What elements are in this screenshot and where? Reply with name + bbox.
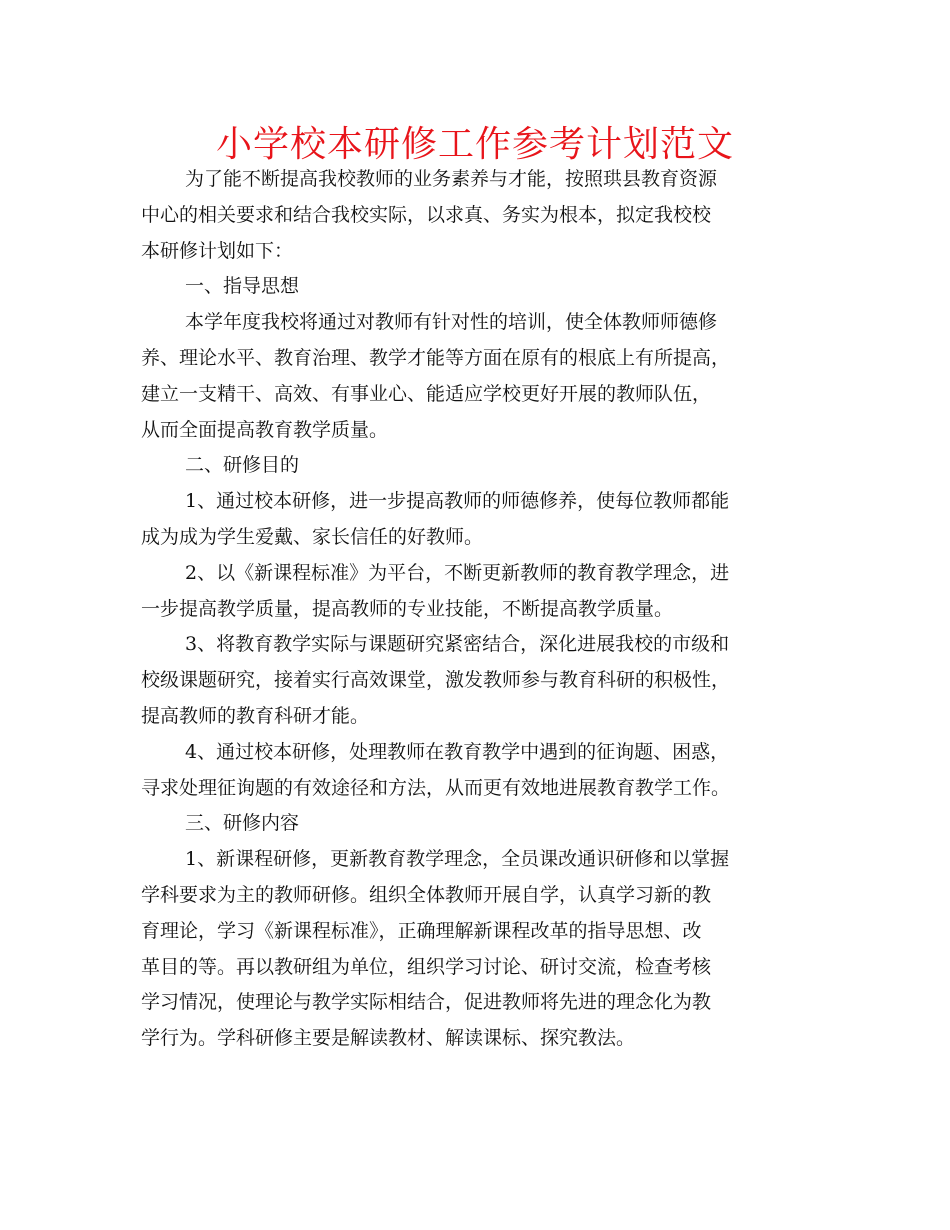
text-line: 校级课题研究，接着实行高效课堂，激发教师参与教育科研的积极性， xyxy=(141,669,731,692)
section-heading-content xyxy=(141,806,821,842)
section-heading-guiding-thought xyxy=(141,269,821,305)
section-heading: 一、指导思想 xyxy=(185,275,300,298)
text-line: 1、新课程研修，更新教育教学理念，全员课改通识研修和以掌握 xyxy=(185,848,730,871)
intro-paragraph xyxy=(141,162,821,269)
text-line: 成为成为学生爱戴、家长信任的好教师。 xyxy=(141,525,484,548)
text-line: 中心的相关要求和结合我校实际，以求真、务实为根本，拟定我校校 xyxy=(141,203,712,226)
text-line: 建立一支精干、高效、有事业心、能适应学校更好开展的教师队伍， xyxy=(141,382,712,405)
content-item-1 xyxy=(141,842,821,1057)
text-line: 2、以《新课程标准》为平台，不断更新教师的教育教学理念，进 xyxy=(185,561,730,584)
section-heading: 三、研修内容 xyxy=(185,812,300,835)
text-line: 本研修计划如下： xyxy=(141,239,294,262)
text-line: 学科要求为主的教师研修。组织全体教师开展自学，认真学习新的教 xyxy=(141,883,712,906)
document-title: 小学校本研修工作参考计划范文 xyxy=(215,124,734,165)
guiding-thought-paragraph xyxy=(141,305,821,448)
text-line: 为了能不断提高我校教师的业务素养与才能，按照珙县教育资源 xyxy=(185,168,718,190)
text-line: 提高教师的教育科研才能。 xyxy=(141,704,370,727)
text-line: 寻求处理征询题的有效途径和方法，从而更有效地进展教育教学工作。 xyxy=(141,776,731,799)
text-line: 1、通过校本研修，进一步提高教师的师德修养，使每位教师都能 xyxy=(185,490,730,513)
purpose-item-3 xyxy=(141,627,821,734)
text-line: 4、通过校本研修，处理教师在教育教学中遇到的征询题、困惑， xyxy=(185,740,730,763)
text-line: 养、理论水平、教育治理、教学才能等方面在原有的根底上有所提高， xyxy=(141,346,731,369)
text-line: 学习情况，使理论与教学实际相结合，促进教师将先进的理念化为教 xyxy=(141,991,712,1014)
text-line: 从而全面提高教育教学质量。 xyxy=(141,418,389,441)
section-heading-purpose xyxy=(141,448,821,484)
text-line: 革目的等。再以教研组为单位，组织学习讨论、研讨交流，检查考核 xyxy=(141,955,712,978)
text-line: 3、将教育教学实际与课题研究紧密结合，深化进展我校的市级和 xyxy=(185,633,730,656)
text-line: 一步提高教学质量，提高教师的专业技能，不断提高教学质量。 xyxy=(141,597,674,620)
document-body xyxy=(141,162,821,1057)
text-line: 本学年度我校将通过对教师有针对性的培训，使全体教师师德修 xyxy=(185,311,718,334)
text-line: 学行为。学科研修主要是解读教材、解读课标、探究教法。 xyxy=(141,1027,636,1050)
purpose-item-2 xyxy=(141,556,821,628)
purpose-item-4 xyxy=(141,735,821,807)
section-heading: 二、研修目的 xyxy=(185,454,300,477)
purpose-item-1 xyxy=(141,484,821,556)
text-line: 育理论，学习《新课程标准》，正确理解新课程改革的指导思想、改 xyxy=(141,919,702,942)
